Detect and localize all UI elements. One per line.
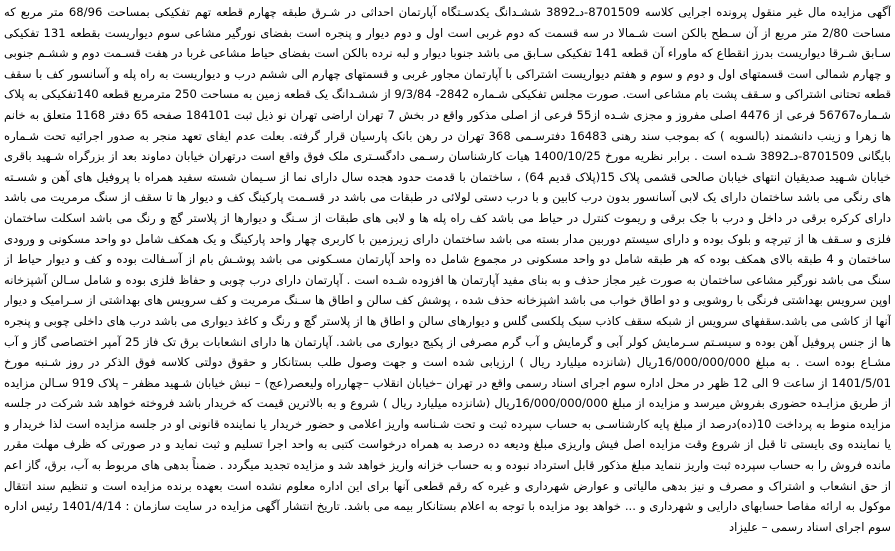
notice-body: آگهی مزایده مال غیر منقول پرونده اجرایی کلاسه 8701509-دـ3892 ششـدانگ یکدسـتگاه آپارتمان احداثی در شـرق طبقه چهارم قطعه تهم تفکیکی بمساحت 68/96 متر مربع که مساحت 2/80 متر مربع از آن سـطح بالکن است شـمالا در سه قسمت که دوم غربی است اول و دوم دیوار و پنجره است بفضای نورگیر مشاعی سوم دیواریست بقطعه 131 تفکیکی سـابق شـرقا دیواریست بدرز انقطاع که ماوراء آن قطعه 141 تفکیکی سـابق می باشد جنوبا دیوار و لبه نرده بالکن است بفضای حیاط مشاعی غربا در هفت قسـمت دوم و ششـم جنوبی و چهارم شمالی است قسمتهای اول و دوم و سوم و هفتم دیواریست اشتراکی با آپارتمان مجاور غربی و قسمتهای چهارم الی ششم درب و دیواریست به راه پله و آسانسور کف با سقف قطعه تحتانی اشتراکی و سـقف پشت بام مشاعی است. صورت مجلس تفکیکی شـماره 2842- 9/3/84 از ششـدانگ یک قطعه زمین به مساحت 250 مترمربع قطعه 140تفکیکی به پلاک شـماره56767 فرعی از 4476 اصلی مفروز و مجزی شـده از55 فرعی از اصلی مذکور واقع در بخش 7 تهران اراضی تهران نو ذیل ثبت 184101 صفحه 65 دفتر 1168 متعلق به خانم ها زهرا و زینب دانشمند (بالسویه ) که بموجب سند رهنی 16483 دفترسـمی 368 تهران در رهن بانک پارسیان قرار گرفته. بعلت عدم ایفای تعهد منجر به صدور اجرائیه تحت شـماره بایگانی 8701509-دـ3892 شـده است . برابر نظریه مورخ 1400/10/25 هیات کارشناسان رسـمی دادگسـتری ملک فوق واقع است درتهران خیابان دماوند بعد از بزرگراه شـهید باقری خیابان شـهید صدیقیان انتهای خیابان صالحی قشمی پلاک 15(پلاک قدیم 64) ، ساختمان با قدمت حدود هجده سال دارای نما از سـیمان شسته سفید همراه با پروفیل های آهن و شسـته های رنگی می باشد ساختمان دارای یک لابی آسانسور بدون درب کابین و با درب دستی لولائی در طبقات می باشد در قسـمت پارکینگ کف و دیوار ها تا سقف از سنگ مرمریت می باشد دارای کرکره برقی در داخل و درب با جک برقی و ریموت کنترل در حیاط می باشد کف راه پله ها و لابی های طبقات از سـنگ و دیوارها از پلاستر گچ و رنگ می باشد اسکلت ساختمان فلزی و سـقف ها از تیرچه و بلوک بوده و دارای سیستم دوربین مدار بسته می باشد ساختمان دارای زیرزمین با کاربری چهار واحد پارکینگ و یک همکف شامل دو واحد مسکونی و ورودی ساختمان و 4 طبقه بالای همکف بوده که هر طبقه شامل دو واحد مسکونی در مجموع شامل ده واحد آپارتمان مسـکونی می باشد پوشـش بام از آسـفالت بوده و کف و دیوار حیاط از سنگ می باشد نورگیر مشاعی ساختمان به صورت غیر مجاز حذف و به بنای مفید آپارتمان ها افزوده شـده است . آپارتمان دارای درب چوبی و حفاظ فلزی بوده و شامل سـالن آشپزخانه اوپن سرویس بهداشتی فرنگی با روشویی و دو اطاق خواب می باشد اشپزخانه حذف شده ، پوشش کف سالن و اطاق ها سـنگ مرمریت و کف سرویس های بهداشتی از سـرامیک و دیوار آنها از کاشی می باشد.سقفهای سرویس از شبکه سقف کاذب سبک پلکسی گلس و دیوارهای سالن و اطاق ها از پلاستر گچ و رنگ و کاغذ دیواری می باشد درب های داخلی چوبی و پنجره ها از جنس پروفیل آهن بوده و سیسـتم سـرمایش کولر آبی و گرمایش و آب گرم مصرفی از پکیج دیواری می باشد. آپارتمان ها دارای انشعابات برق تک فاز 25 آمپر اختصاصی گاز و آب مشـاع بوده است . به مبلغ 16/000/000/000ریال (شانزده میلیارد ریال ) ارزیابی شده است و جهت وصول طلب بستانکار و حقوق دولتی کلاسه فوق الذکر در روز شـنبه مورخ 1401/5/01 از ساعت 9 الی 12 ظهر در محل اداره سوم اجرای اسناد رسمی واقع در تهران –خیابان انقلاب –چهارراه ولیعصر(عج) – نبش خیابان شـهید مظفر – پلاک 919 سـالن مزایده از طریق مزایـده حضوری بفروش میرسد و مزایده از مبلغ 16/000/000/000ریال (شانزده میلیارد ریال ) شروع و به بالاترین قیمت که خریدار باشد فروخته خواهد شد شرکت در جلسه مزایده منوط به پرداخت 10(ده)درصد از مبلغ پایه کارشناسـی به حساب سپرده ثبت و تحت شـناسه واریز اعلامی و حضور خریدار یا نماینده قانونی او در جلسه مزایده است لذا خریدار و یا نماینده وی بایستی تا قبل از شروع وقت مزایده اصل فیش واریزی مبلغ ودیعه ده درصد به همراه درخواست کتبی به واحد اجرا تسلیم و ثبت نماید و در صورتی که ظرف مهلت مقرر مانده فروش را به حساب سپرده ثبت واریز ننماید مبلغ مذکور قابل استرداد نبوده و به حساب خزانه واریز خواهد شد و مزایده تجدید میگردد . ضمناً بدهی های مربوط به آب، برق، گاز اعم از حق انشعاب و اشتراک و مصرف و نیز بدهی مالیاتی و عوارض شهرداری و غیره که رقم قطعی آنها برای این اداره معلوم نشده است بعهده برنده مزایده است و تنظیم سند انتقال موکول به ارائه مفاصا حسابهای دارایی و شهرداری و ... خواهد بود مزایده با توجه به اعلام بستانکار بیمه می باشد. تاریخ انتشار آگهی مزایده در سایت سازمان : 1401/4/14 رئیس اداره سوم اجرای اسناد رسمی – علیزاد: [4, 5, 891, 534]
auction-notice: [4, 2, 891, 549]
